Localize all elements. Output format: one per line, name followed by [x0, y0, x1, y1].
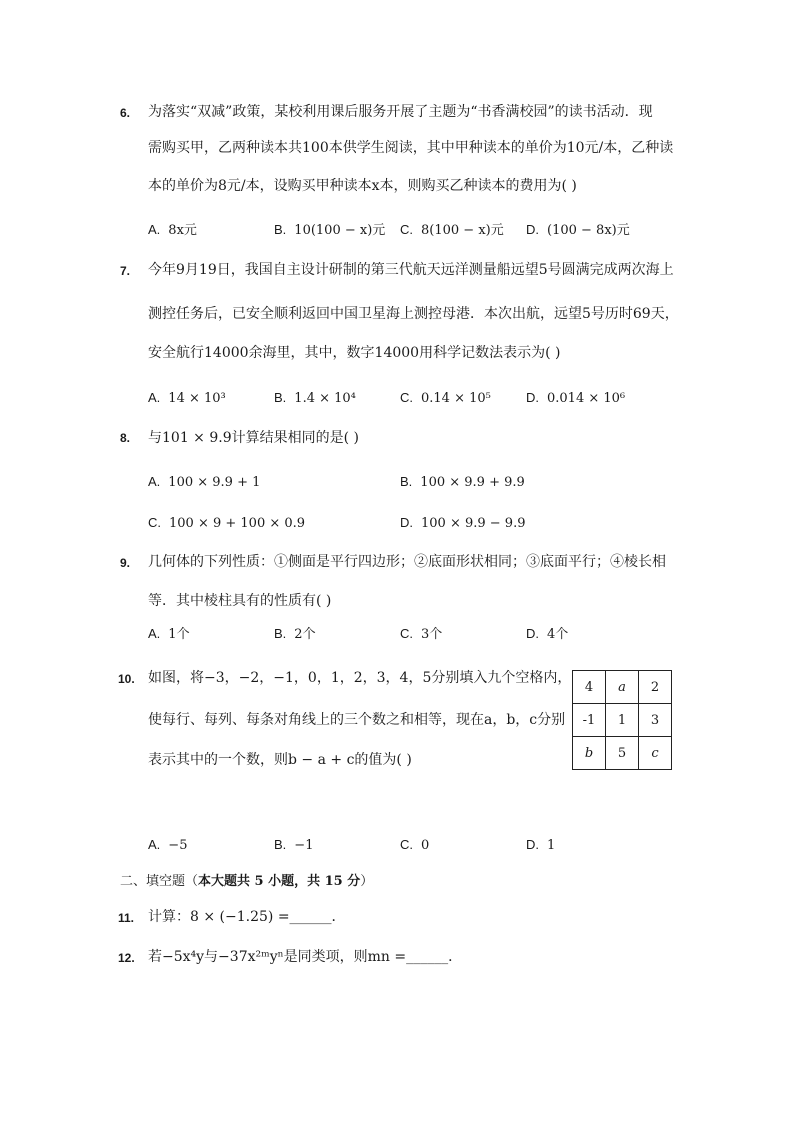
- option-value: 4个: [547, 627, 569, 642]
- option-label: C.: [400, 222, 413, 237]
- option-c: [400, 835, 429, 856]
- section-title: 二、填空题（: [120, 874, 199, 889]
- question-text-line: 与101 × 9.9计算结果相同的是( ): [148, 430, 359, 446]
- grid-cell: 3: [639, 704, 672, 737]
- grid-cell: c: [639, 737, 672, 770]
- option-value: −1: [294, 838, 314, 853]
- option-value: 100 × 9.9 + 1: [168, 475, 261, 490]
- grid-row: [573, 737, 672, 770]
- grid-cell: a: [606, 671, 639, 704]
- option-value: 2个: [294, 627, 316, 642]
- option-c: [148, 513, 305, 534]
- option-c: [400, 624, 442, 645]
- option-label: C.: [148, 515, 161, 530]
- option-label: D.: [526, 626, 539, 641]
- question-text-line: 需购买甲，乙两种读本共100本供学生阅读，其中甲种读本的单价为10元/本，乙种读: [148, 140, 674, 156]
- option-label: C.: [400, 626, 413, 641]
- option-value: 0: [421, 838, 430, 853]
- option-value: 100 × 9 + 100 × 0.9: [169, 516, 306, 531]
- option-label: A.: [148, 474, 161, 489]
- option-c: [400, 388, 491, 409]
- question-number: 10.: [118, 672, 135, 686]
- magic-square-grid: [572, 670, 672, 770]
- option-d: [526, 388, 625, 409]
- question-text-line: 几何体的下列性质：①侧面是平行四边形；②底面形状相同；③底面平行；④棱长相: [148, 554, 666, 570]
- option-value: 0.014 × 10⁶: [547, 391, 626, 406]
- option-label: A.: [148, 626, 161, 641]
- section-info: 本大题共 5 小题，共 15 分: [198, 874, 361, 889]
- option-value: 10(100 − x)元: [294, 223, 386, 238]
- question-text-line: 表示其中的一个数，则b − a + c的值为( ): [148, 752, 412, 768]
- option-a: [148, 624, 190, 645]
- option-label: C.: [400, 837, 413, 852]
- option-label: B.: [274, 390, 287, 405]
- option-a: [148, 472, 260, 493]
- option-b: [274, 835, 313, 856]
- option-b: [274, 388, 356, 409]
- question-text-line: 计算：8 × (−1.25) =______．: [148, 909, 346, 925]
- grid-cell: 4: [573, 671, 606, 704]
- question-number: 6.: [120, 106, 131, 120]
- question-text-line: 为落实“双减”政策，某校利用课后服务开展了主题为“书香满校园”的读书活动．现: [148, 104, 653, 120]
- option-d: [526, 220, 630, 241]
- question-text-line: 测控任务后，已安全顺利返回中国卫星海上测控母港．本次出航，远望5号历时69天，: [148, 306, 679, 322]
- option-label: B.: [274, 222, 287, 237]
- option-value: (100 − 8x)元: [547, 223, 630, 238]
- question-text-line: 安全航行14000余海里，其中，数字14000用科学记数法表示为( ): [148, 345, 561, 361]
- question-text-line: 等．其中棱柱具有的性质有( ): [148, 593, 332, 609]
- option-label: B.: [400, 474, 413, 489]
- grid-row: [573, 704, 672, 737]
- option-label: B.: [274, 626, 287, 641]
- option-a: [148, 388, 226, 409]
- option-value: 100 × 9.9 − 9.9: [421, 516, 526, 531]
- section-close: ）: [360, 874, 374, 889]
- question-text-line: 使每行、每列、每条对角线上的三个数之和相等，现在a，b，c分别: [148, 712, 566, 728]
- grid-cell: 1: [606, 704, 639, 737]
- option-a: [148, 220, 197, 241]
- option-value: 0.14 × 10⁵: [421, 391, 491, 406]
- option-value: 1.4 × 10⁴: [294, 391, 356, 406]
- question-text-line: 本的单价为8元/本，设购买甲种读本x本，则购买乙种读本的费用为( ): [148, 178, 577, 194]
- option-label: A.: [148, 222, 161, 237]
- section-heading: [120, 872, 373, 892]
- option-b: [400, 472, 525, 493]
- question-number: 7.: [120, 264, 131, 278]
- option-label: A.: [148, 837, 161, 852]
- option-b: [274, 220, 385, 241]
- option-value: 8(100 − x)元: [421, 223, 504, 238]
- question-text-line: 如图，将−3，−2，−1，0，1，2，3，4，5分别填入九个空格内，: [148, 670, 572, 686]
- option-label: D.: [400, 515, 413, 530]
- grid-cell: 5: [606, 737, 639, 770]
- option-label: A.: [148, 390, 161, 405]
- option-d: [526, 624, 568, 645]
- option-d: [526, 835, 555, 856]
- grid-cell: -1: [573, 704, 606, 737]
- question-number: 9.: [120, 556, 131, 570]
- option-value: −5: [168, 838, 188, 853]
- question-text-line: 若−5x⁴y与−37x²ᵐyⁿ是同类项，则mn =______．: [148, 949, 463, 965]
- option-label: D.: [526, 222, 539, 237]
- option-value: 1个: [168, 627, 190, 642]
- option-b: [274, 624, 316, 645]
- option-label: C.: [400, 390, 413, 405]
- option-value: 14 × 10³: [168, 391, 226, 406]
- question-number: 8.: [120, 431, 131, 445]
- option-label: D.: [526, 837, 539, 852]
- option-a: [148, 835, 187, 856]
- question-text-line: 今年9月19日，我国自主设计研制的第三代航天远洋测量船远望5号圆满完成两次海上: [148, 262, 674, 278]
- option-label: D.: [526, 390, 539, 405]
- option-c: [400, 220, 504, 241]
- question-number: 11.: [118, 911, 135, 925]
- option-value: 100 × 9.9 + 9.9: [420, 475, 525, 490]
- option-value: 3个: [421, 627, 443, 642]
- option-d: [400, 513, 525, 534]
- grid-cell: b: [573, 737, 606, 770]
- grid-cell: 2: [639, 671, 672, 704]
- option-label: B.: [274, 837, 287, 852]
- question-number: 12.: [118, 951, 135, 965]
- option-value: 8x元: [168, 223, 197, 238]
- grid-row: [573, 671, 672, 704]
- option-value: 1: [547, 838, 556, 853]
